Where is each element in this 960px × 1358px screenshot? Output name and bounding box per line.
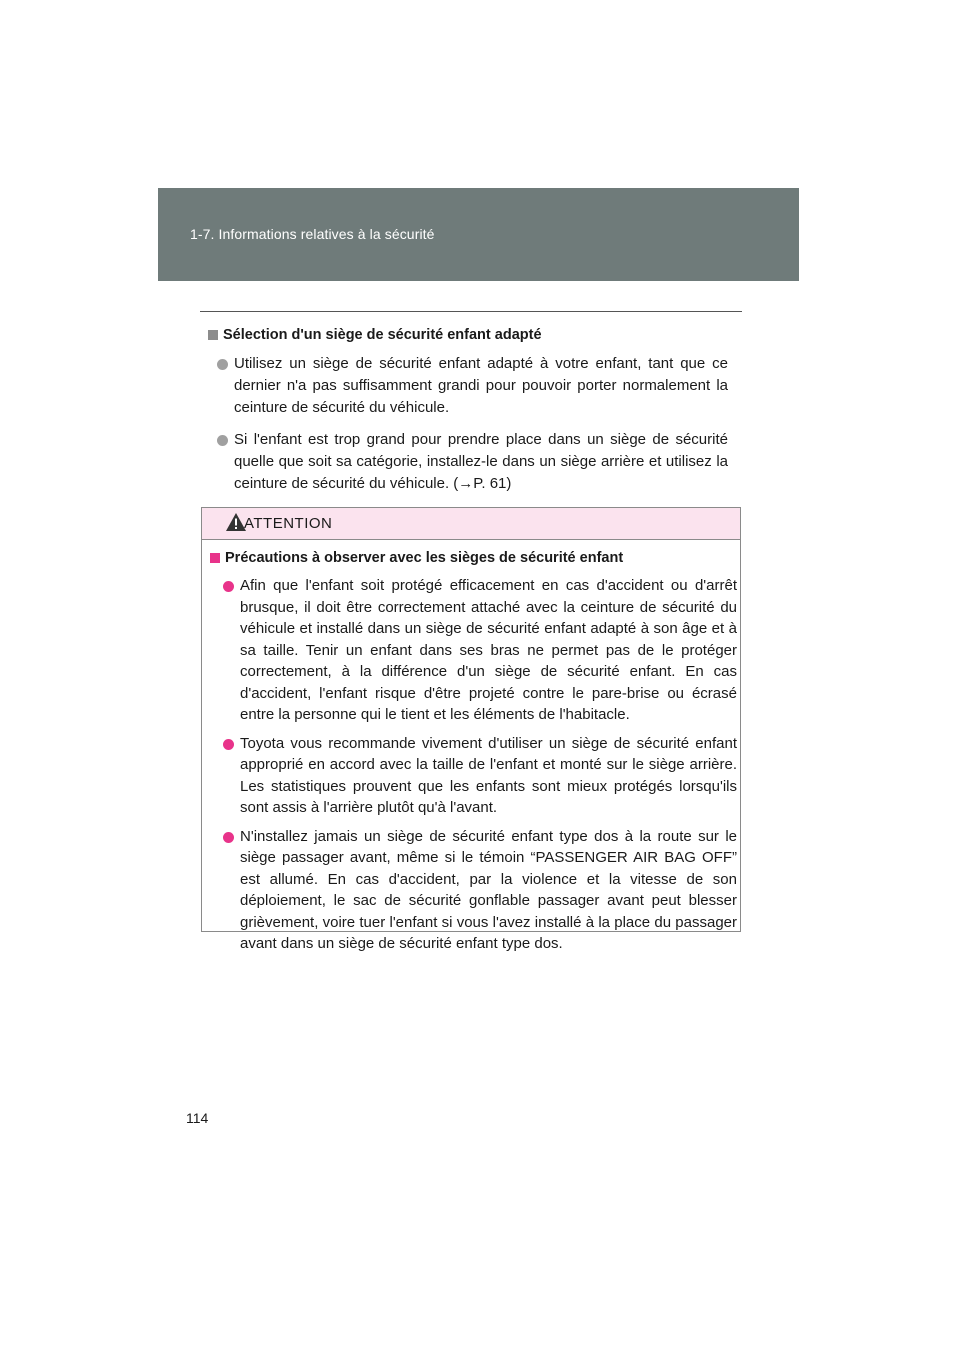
warning-item-text: N'installez jamais un siège de sécurité enfant type dos à la route sur le siège passager avant, même si le témoin “PASSENGER AIR BAG OFF” est allumé. En cas d'accident, par la violence et la vitesse de son déploiement, le sac de sécurité gonflable passager avant peut blesser grièvement, voire tuer l'enfant si vous l'avez installé à la place du passager avant dans un siège de sécurité enfant type dos. xyxy=(240,827,737,952)
square-bullet-icon xyxy=(210,553,220,563)
warning-item-text: Afin que l'enfant soit protégé efficacement en cas d'accident ou d'arrêt brusque, il doit être correctement attaché avec la ceinture de sécurité du véhicule et installé dans un siège de sécurité enfant adapté à son âge et à sa taille. Tenir un enfant dans ses bras ne permet pas de le protéger correctement, à la différence d'un siège de sécurité enfant. En cas d'accident, l'enfant risque d'être projeté contre le pare-brise ou écrasé entre la personne qui le tient et les éléments de l'habitacle. xyxy=(240,577,737,723)
section-heading-text: Sélection d'un siège de sécurité enfant adapté xyxy=(223,327,542,343)
section-heading xyxy=(208,327,728,343)
child-seat-selection-section xyxy=(208,327,728,505)
warning-item xyxy=(210,733,737,819)
list-item-text: Utilisez un siège de sécurité enfant adapté à votre enfant, tant que ce dernier n'a pas suffisamment grandi pour pouvoir porter normalement la ceinture de sécurité du véhicule. xyxy=(234,355,728,416)
circle-bullet-icon xyxy=(217,359,228,370)
warning-heading-text: Précautions à observer avec les sièges de sécurité enfant xyxy=(225,550,624,566)
circle-bullet-icon xyxy=(223,581,234,592)
chapter-header xyxy=(158,188,799,281)
list-item xyxy=(208,429,728,495)
list-item xyxy=(208,353,728,419)
page-number: 114 xyxy=(186,1110,209,1126)
warning-title: ATTENTION xyxy=(244,515,333,532)
section-divider xyxy=(200,311,742,312)
square-bullet-icon xyxy=(208,330,218,340)
warning-box xyxy=(201,507,741,952)
warning-item xyxy=(210,575,737,726)
circle-bullet-icon xyxy=(223,832,234,843)
circle-bullet-icon xyxy=(223,739,234,750)
warning-heading xyxy=(210,550,737,566)
warning-item xyxy=(210,826,737,955)
warning-header xyxy=(202,508,740,540)
circle-bullet-icon xyxy=(217,435,228,446)
chapter-title: 1-7. Informations relatives à la sécurité xyxy=(190,226,435,242)
list-item-text: Si l'enfant est trop grand pour prendre place dans un siège de sécurité quelle que soit sa catégorie, installez-le dans un siège arrière et utilisez la ceinture de sécurité du véhicule. (→P. 61) xyxy=(234,431,728,492)
warning-item-text: Toyota vous recommande vivement d'utiliser un siège de sécurité enfant approprié en accord avec la taille de l'enfant et monté sur le siège arrière. Les statistiques prouvent que les enfants sont mieux protégés lorsqu'ils sont assis à l'arrière plutôt qu'à l'avant. xyxy=(240,734,737,816)
warning-body xyxy=(210,550,737,962)
